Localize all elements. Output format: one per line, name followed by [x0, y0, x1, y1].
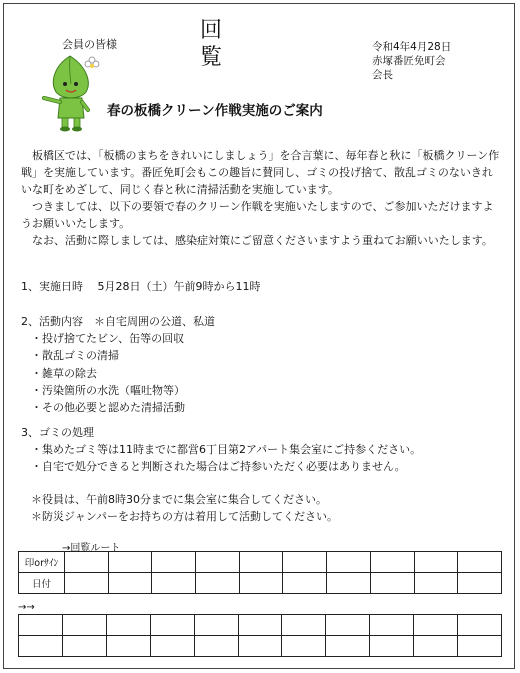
seal-cell[interactable]: [152, 552, 196, 573]
note-item: ＊防災ジャンパーをお持ちの方は着用して活動してください。: [31, 510, 339, 524]
section-2-item: ・雑草の除去: [31, 366, 97, 380]
date-cell[interactable]: [282, 636, 326, 657]
seal-cell[interactable]: [370, 615, 414, 636]
section-2-item: ・散乱ゴミの清掃: [31, 349, 119, 363]
section-2: [21, 313, 215, 416]
seal-cell[interactable]: [196, 552, 240, 573]
date-cell[interactable]: [106, 636, 150, 657]
addressee: 会員の皆様: [62, 38, 117, 51]
seal-cell[interactable]: [19, 615, 63, 636]
table-row: [19, 552, 502, 573]
mascot-icon: [36, 52, 108, 132]
route-arrow-2: →→: [18, 602, 35, 613]
date-cell[interactable]: [370, 636, 414, 657]
date-cell[interactable]: [326, 636, 370, 657]
date-cell[interactable]: [194, 636, 238, 657]
seal-cell[interactable]: [327, 552, 371, 573]
date-cell[interactable]: [62, 636, 106, 657]
seal-cell[interactable]: [458, 552, 502, 573]
paragraph-3: なお、活動に際しましては、感染症対策にご留意くださいますよう重ねてお願いいたします。: [32, 234, 493, 247]
seal-cell[interactable]: [150, 615, 194, 636]
body-text: [21, 147, 501, 249]
seal-cell[interactable]: [62, 615, 106, 636]
seal-cell[interactable]: [106, 615, 150, 636]
circular-notice-page: [3, 3, 515, 669]
notes: [31, 491, 338, 525]
issue-date: 令和4年4月28日: [372, 41, 452, 53]
author-role: 会長: [372, 69, 393, 81]
date-cell[interactable]: [152, 573, 196, 594]
seal-cell[interactable]: [414, 615, 458, 636]
section-2-item: ・汚染箇所の水洗（嘔吐物等）: [31, 383, 185, 397]
date-cell[interactable]: [65, 573, 109, 594]
seal-cell[interactable]: [239, 552, 283, 573]
date-cell[interactable]: [283, 573, 327, 594]
paragraph-1: 板橋区では、「板橋のまちをきれいにしましょう」を合言葉に、毎年春と秋に「板橋クリーン作戦」を実施しています。番匠免町会もこの趣旨に賛同し、ゴミの投げ捨て、散乱ゴミのないきれいな町をめざして、同じく春と秋に清掃活動を実施しています。: [21, 149, 500, 196]
route-table-2: [18, 614, 502, 657]
seal-cell[interactable]: [65, 552, 109, 573]
date-cell[interactable]: [19, 636, 63, 657]
date-cell[interactable]: [458, 573, 502, 594]
date-cell[interactable]: [150, 636, 194, 657]
table-row: [19, 573, 502, 594]
date-cell[interactable]: [238, 636, 282, 657]
notice-headline: 春の板橋クリーン作戦実施のご案内: [107, 103, 323, 119]
table-row: [19, 615, 502, 636]
section-2-item: ・投げ捨てたビン、缶等の回収: [31, 332, 185, 346]
section-3-item: ・自宅で処分できると判断された場合はご持参いただく必要はありません。: [31, 460, 406, 474]
kairan-char-1: 回: [200, 18, 223, 43]
date-cell[interactable]: [414, 573, 458, 594]
note-item: ＊役員は、午前8時30分までに集会室に集合してください。: [31, 493, 327, 506]
date-cell[interactable]: [327, 573, 371, 594]
seal-cell[interactable]: [458, 615, 502, 636]
seal-cell[interactable]: [194, 615, 238, 636]
row-label-date: 日付: [19, 573, 65, 594]
seal-cell[interactable]: [370, 552, 414, 573]
route-table-1: [18, 551, 502, 594]
date-cell[interactable]: [196, 573, 240, 594]
seal-cell[interactable]: [283, 552, 327, 573]
section-1: [21, 278, 261, 295]
date-cell[interactable]: [108, 573, 152, 594]
section-2-heading: 2、活動内容 ＊自宅周囲の公道、私道: [21, 315, 215, 328]
date-cell[interactable]: [239, 573, 283, 594]
section-3-item: ・集めたゴミ等は11時までに都営6丁目第2アパート集会室にご持参ください。: [31, 443, 422, 457]
seal-cell[interactable]: [108, 552, 152, 573]
paragraph-2: つきましては、以下の要領で春のクリーン作戦を実施いたしますので、ご参加いただけますようお願いいたします。: [21, 200, 494, 230]
row-label-seal: 印orｻｲﾝ: [19, 552, 65, 573]
table-row: [19, 636, 502, 657]
section-2-item: ・その他必要と認めた清掃活動: [31, 401, 185, 415]
route-label: →回覧ルート: [62, 543, 121, 554]
seal-cell[interactable]: [414, 552, 458, 573]
seal-cell[interactable]: [326, 615, 370, 636]
date-cell[interactable]: [414, 636, 458, 657]
seal-cell[interactable]: [238, 615, 282, 636]
kairan-char-2: 覧: [200, 45, 223, 70]
section-3: [21, 424, 421, 476]
organization-name: 赤塚番匠免町会: [372, 55, 446, 67]
seal-cell[interactable]: [282, 615, 326, 636]
date-cell[interactable]: [458, 636, 502, 657]
date-cell[interactable]: [370, 573, 414, 594]
section-1-datetime: 1、実施日時 5月28日（土）午前9時から11時: [21, 280, 261, 293]
section-3-heading: 3、ゴミの処理: [21, 426, 94, 439]
